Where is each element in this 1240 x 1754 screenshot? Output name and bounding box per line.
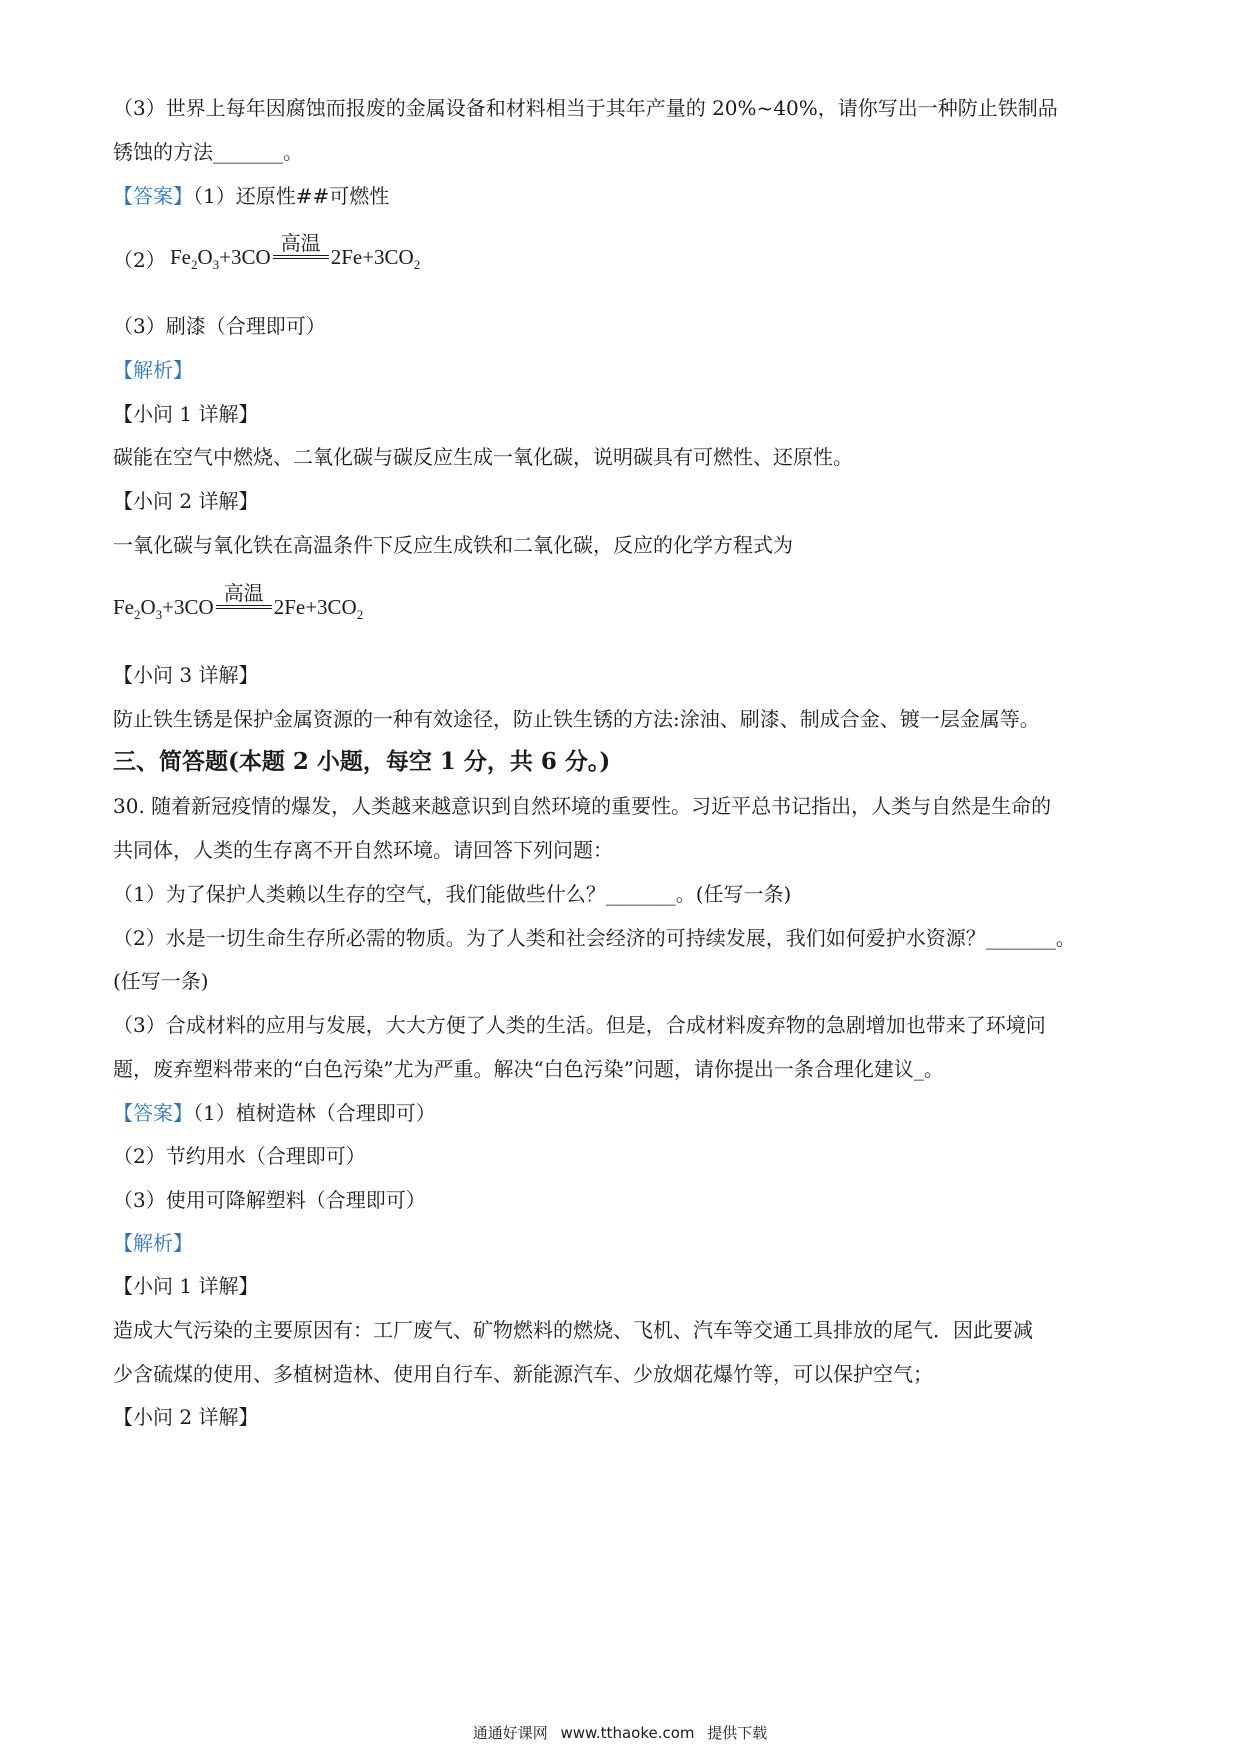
q29-detail1-text: 碳能在空气中燃烧、二氧化碳与碳反应生成一氧化碳，说明碳具有可燃性、还原性。 [113, 445, 853, 469]
q29-part3-line1: （3）世界上每年因腐蚀而报废的金属设备和材料相当于其年产量的 20%~40%，请你写出一种防止铁制品 [113, 96, 1058, 120]
footer-url[interactable]: www.tthaoke.com [560, 1724, 695, 1742]
q30-answer1: （1）植树造林（合理即可） [193, 1101, 436, 1125]
q30-part2-line2: (任写一条) [113, 969, 209, 993]
q30-answer-row1 [113, 1101, 436, 1125]
reaction-arrow [216, 581, 272, 612]
q30-detail2-heading: 【小问 2 详解】 [113, 1405, 259, 1429]
answer-tag: 【答案】 [113, 1101, 193, 1125]
page-footer [0, 1722, 1240, 1743]
q30-part2-line1: （2）水是一切生命生存所必需的物质。为了人类和社会经济的可持续发展，我们如何爱护水资源？_______。 [113, 926, 1076, 950]
reaction-condition: 高温 [280, 231, 321, 255]
q30-answer2: （2）节约用水（合理即可） [113, 1144, 366, 1168]
q29-detail2-text: 一氧化碳与氧化铁在高温条件下反应生成铁和二氧化碳，反应的化学方程式为 [113, 533, 793, 557]
q30-part3-line1: （3）合成材料的应用与发展，大大方便了人类的生活。但是，合成材料废弃物的急剧增加也带来了环境问 [113, 1013, 1046, 1037]
section-title: 三、简答题(本题 2 小题，每空 1 分，共 6 分。) [113, 748, 611, 775]
q29-detail3-text: 防止铁生锈是保护金属资源的一种有效途径，防止铁生锈的方法:涂油、刷漆、制成合金、镀一层金属等。 [113, 707, 1040, 731]
q29-answer3: （3）刷漆（合理即可） [113, 314, 326, 338]
q30-detail1-line1: 造成大气污染的主要原因有：工厂废气、矿物燃料的燃烧、飞机、汽车等交通工具排放的尾气．因此要减 [113, 1318, 1033, 1342]
q29-detail3-heading: 【小问 3 详解】 [113, 663, 259, 687]
footer-download: 提供下载 [707, 1724, 768, 1742]
q29-answer1: （1）还原性##可燃性 [193, 184, 390, 208]
q29-answer-row2-prefix: （2） [113, 248, 166, 272]
reaction-condition: 高温 [223, 581, 264, 605]
q30-part1: （1）为了保护人类赖以生存的空气，我们能做些什么？_______。(任写一条) [113, 882, 792, 906]
q29-answer-row1 [113, 184, 389, 208]
chemical-equation-answer: $Fe_2O_3+3CO$ 高温 $2Fe+3CO_2$ [170, 231, 421, 272]
q30-detail1-heading: 【小问 1 详解】 [113, 1274, 259, 1298]
q30-detail1-line2: 少含硫煤的使用、多植树造林、使用自行车、新能源汽车、少放烟花爆竹等，可以保护空气； [113, 1362, 933, 1386]
q30-part3-line2: 题，废弃塑料带来的“白色污染”尤为严重。解决“白色污染”问题，请你提出一条合理化建议_。 [113, 1057, 944, 1081]
q30-analysis-tag: 【解析】 [113, 1231, 193, 1255]
reaction-arrow [273, 231, 329, 262]
answer-tag: 【答案】 [113, 184, 193, 208]
q29-detail2-heading: 【小问 2 详解】 [113, 489, 259, 513]
chemical-equation-detail: $Fe_2O_3+3CO$ 高温 $2Fe+3CO_2$ [113, 581, 364, 622]
q29-detail1-heading: 【小问 1 详解】 [113, 402, 259, 426]
q29-analysis-tag: 【解析】 [113, 358, 193, 382]
q30-stem-line2: 共同体，人类的生存离不开自然环境。请回答下列问题： [113, 838, 613, 862]
q30-stem-line1: 30. 随着新冠疫情的爆发，人类越来越意识到自然环境的重要性。习近平总书记指出，人类与自然是生命的 [113, 794, 1052, 818]
footer-site-name: 通通好课网 [472, 1724, 548, 1742]
q29-part3-line2: 锈蚀的方法_______。 [113, 140, 303, 164]
q30-answer3: （3）使用可降解塑料（合理即可） [113, 1188, 426, 1212]
